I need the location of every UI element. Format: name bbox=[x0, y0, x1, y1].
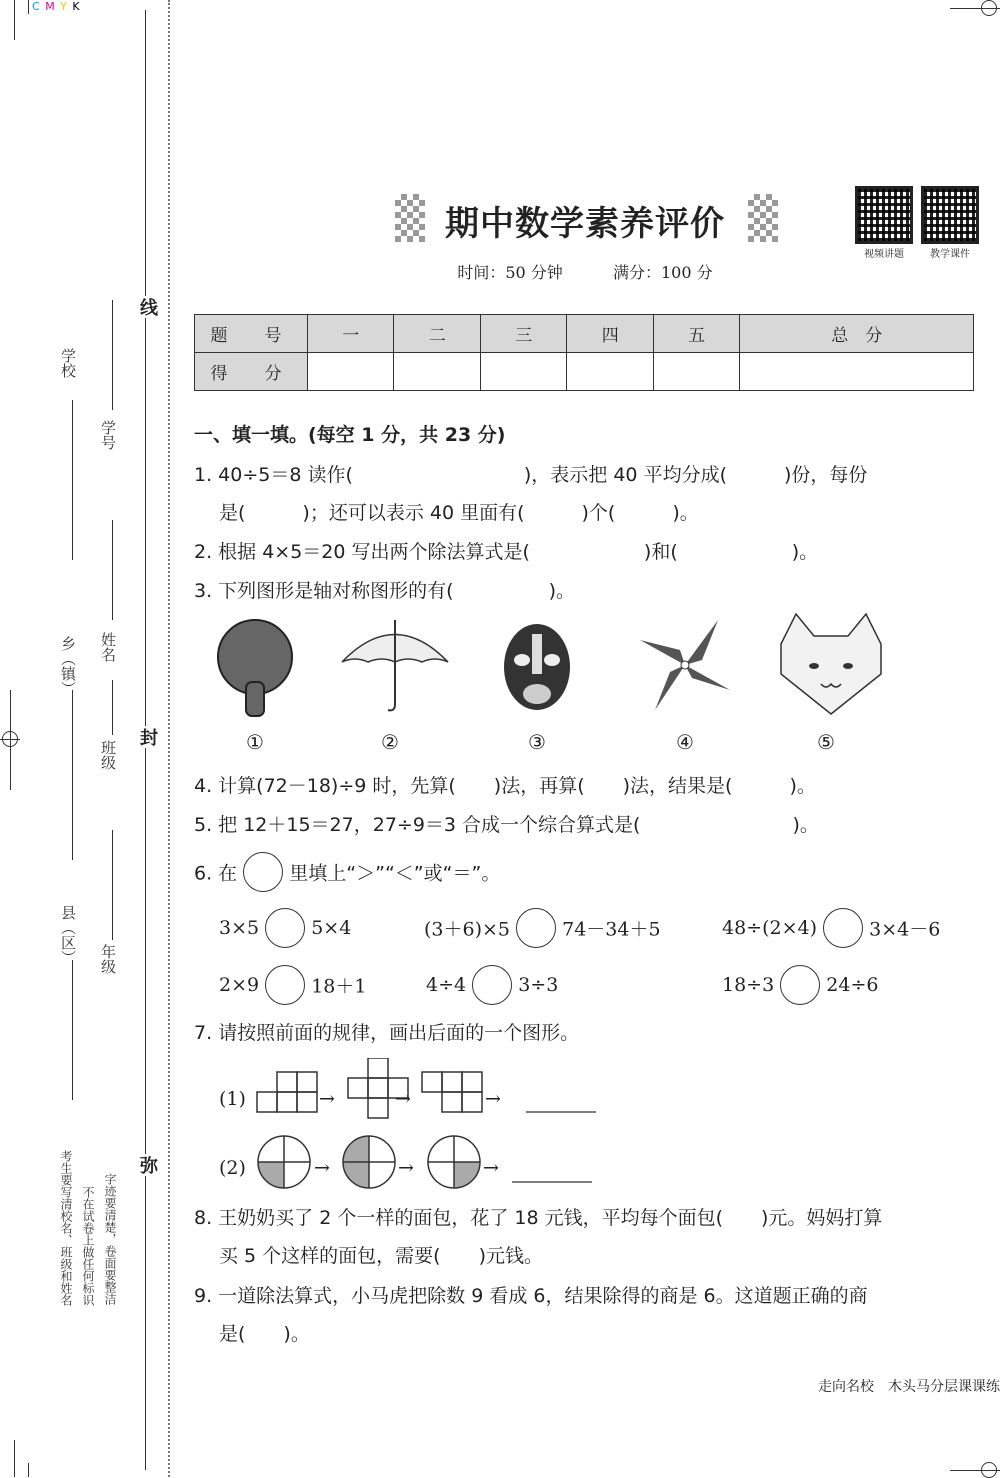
pattern-label-1: (1) bbox=[219, 1088, 246, 1110]
exam-time: 时间：50 分钟 bbox=[457, 263, 563, 282]
cmyk-c: C bbox=[32, 0, 41, 13]
question-7: 7. 请按照前面的规律，画出后面的一个图形。 bbox=[194, 1022, 580, 1044]
label-class: 班级 bbox=[99, 740, 117, 770]
question-4: 4. 计算(72－18)÷9 时，先算( )法，再算( )法，结果是( )。 bbox=[194, 775, 816, 797]
score-input-cell[interactable] bbox=[653, 353, 739, 391]
score-table-cell: 五 bbox=[653, 315, 739, 353]
ping-pong-paddle-icon bbox=[218, 620, 292, 716]
quarter-circle-b-icon bbox=[343, 1136, 395, 1188]
binding-word-seal: 封 bbox=[134, 726, 160, 748]
binding-word-line: 线 bbox=[134, 296, 160, 318]
compare-item-2 bbox=[424, 908, 661, 948]
label-number: 学号 bbox=[99, 420, 117, 450]
question-6 bbox=[194, 852, 500, 892]
quarter-circle-c-icon bbox=[428, 1136, 480, 1188]
compare-right: 3×4－6 bbox=[869, 918, 941, 941]
compare-item-5 bbox=[426, 965, 558, 1005]
compare-item-3 bbox=[722, 908, 940, 948]
compare-item-1 bbox=[219, 908, 351, 948]
figure-label-2: ② bbox=[381, 730, 399, 754]
arrow: → bbox=[395, 1088, 411, 1110]
school-underline bbox=[72, 400, 73, 560]
score-table-cell: 总 分 bbox=[740, 315, 974, 353]
umbrella-icon bbox=[342, 620, 448, 710]
score-table-cell: 题 号 bbox=[195, 315, 308, 353]
question-8-line-1: 8. 王奶奶买了 2 个一样的面包，花了 18 元钱，平均每个面包( )元。妈妈打算 bbox=[194, 1207, 883, 1229]
question-2: 2. 根据 4×5＝20 写出两个除法算式是( )和( )。 bbox=[194, 541, 819, 563]
qr-code-courseware-icon[interactable] bbox=[921, 186, 979, 244]
label-grade: 年级 bbox=[99, 944, 117, 974]
compare-item-6 bbox=[722, 965, 878, 1005]
question-1-line-2: 是( )；还可以表示 40 里面有( )个( )。 bbox=[219, 502, 699, 524]
registration-mark bbox=[981, 1462, 997, 1478]
question-9-line-1: 9. 一道除法算式，小马虎把除数 9 看成 6，结果除得的商是 6。这道题正确的商 bbox=[194, 1285, 868, 1307]
label-school: 学校 bbox=[59, 348, 77, 378]
label-name: 姓名 bbox=[99, 632, 117, 662]
class-underline bbox=[112, 680, 113, 735]
net-shape-a-icon bbox=[257, 1072, 317, 1112]
question-5: 5. 把 12＋15＝27，27÷9＝3 合成一个综合算式是( )。 bbox=[194, 814, 819, 836]
notice-3: 字迹要清楚，卷面要整洁 bbox=[103, 1173, 117, 1305]
cat-face-icon bbox=[781, 614, 881, 714]
score-table-score-row bbox=[195, 353, 974, 391]
number-underline bbox=[112, 300, 113, 410]
arrow: → bbox=[485, 1088, 501, 1110]
arrow: → bbox=[319, 1088, 335, 1110]
compare-right: 18＋1 bbox=[311, 975, 367, 998]
arrow: → bbox=[483, 1157, 499, 1179]
pattern-1-figures bbox=[256, 1058, 616, 1122]
compare-answer-circle[interactable] bbox=[472, 965, 512, 1005]
compare-left: 48÷(2×4) bbox=[722, 917, 818, 939]
compare-left: 2×9 bbox=[219, 974, 260, 996]
page-title: 期中数学素养评价 bbox=[445, 204, 725, 244]
qr-code-video-icon[interactable] bbox=[855, 186, 913, 244]
compare-item-4 bbox=[219, 965, 366, 1005]
qr-label-video: 视频讲题 bbox=[864, 249, 904, 260]
notice-1: 考生要写清校名、班级和姓名 bbox=[59, 1150, 73, 1306]
score-table-cell: 四 bbox=[567, 315, 653, 353]
compare-circle-icon bbox=[243, 852, 283, 892]
xiang-underline bbox=[72, 690, 73, 860]
pattern-2-figures bbox=[256, 1134, 616, 1194]
crop-mark bbox=[14, 1440, 15, 1477]
compare-right: 5×4 bbox=[311, 917, 352, 939]
section-heading: 一、填一填。(每空 1 分，共 23 分) bbox=[194, 424, 506, 446]
compare-answer-circle[interactable] bbox=[823, 908, 863, 948]
crop-mark bbox=[28, 0, 29, 14]
figure-label-3: ③ bbox=[528, 730, 546, 754]
grade-underline bbox=[112, 830, 113, 940]
opera-mask-icon bbox=[504, 624, 570, 710]
compare-left: 3×5 bbox=[219, 917, 260, 939]
cmyk-m: M bbox=[45, 0, 56, 13]
compare-left: 4÷4 bbox=[426, 974, 467, 996]
footer-series: 走向名校 木头马分层课课练 bbox=[818, 1379, 1000, 1395]
qr-label-courseware: 教学课件 bbox=[930, 249, 970, 260]
score-table-cell: 三 bbox=[480, 315, 566, 353]
pinwheel-icon bbox=[640, 620, 730, 710]
exam-full-score: 满分：100 分 bbox=[613, 263, 713, 282]
crop-mark bbox=[0, 739, 20, 740]
question-8-line-2: 买 5 个这样的面包，需要( )元钱。 bbox=[219, 1245, 543, 1267]
score-input-cell[interactable] bbox=[394, 353, 480, 391]
title-decoration-right bbox=[748, 194, 778, 242]
exam-info bbox=[0, 260, 1000, 283]
score-table bbox=[194, 314, 974, 391]
compare-answer-circle[interactable] bbox=[265, 908, 305, 948]
crop-mark bbox=[14, 0, 15, 40]
score-table-cell: 得 分 bbox=[195, 353, 308, 391]
name-underline bbox=[112, 520, 113, 620]
question-9-line-2: 是( )。 bbox=[219, 1323, 310, 1345]
county-underline bbox=[72, 960, 73, 1100]
cmyk-marks bbox=[32, 0, 81, 13]
score-table-header-row bbox=[195, 315, 974, 353]
binding-word-mi: 弥 bbox=[134, 1154, 160, 1176]
pattern-label-2: (2) bbox=[219, 1157, 246, 1179]
net-shape-c-icon bbox=[422, 1072, 482, 1112]
score-input-cell[interactable] bbox=[567, 353, 653, 391]
registration-mark bbox=[981, 0, 997, 16]
notice-2: 不在试卷上做任何标识 bbox=[81, 1186, 95, 1306]
arrow: → bbox=[314, 1157, 330, 1179]
compare-answer-circle[interactable] bbox=[780, 965, 820, 1005]
figure-label-5: ⑤ bbox=[817, 730, 835, 754]
question-3-figures bbox=[210, 612, 910, 722]
compare-answer-circle[interactable] bbox=[516, 908, 556, 948]
score-input-cell[interactable] bbox=[480, 353, 566, 391]
compare-right: 3÷3 bbox=[518, 974, 559, 996]
question-6-prefix: 6. 在 bbox=[194, 862, 238, 885]
compare-right: 24÷6 bbox=[826, 974, 879, 996]
cmyk-y: Y bbox=[60, 0, 68, 13]
label-xiang: 乡（镇） bbox=[59, 636, 77, 696]
score-input-cell[interactable] bbox=[740, 353, 974, 391]
compare-left: (3＋6)×5 bbox=[424, 918, 511, 941]
question-1-line-1: 1. 40÷5＝8 读作( )，表示把 40 平均分成( )份，每份 bbox=[194, 464, 868, 486]
label-county: 县（区） bbox=[59, 905, 77, 965]
crop-mark bbox=[28, 1463, 29, 1477]
quarter-circle-a-icon bbox=[258, 1136, 310, 1188]
compare-left: 18÷3 bbox=[722, 974, 775, 996]
arrow: → bbox=[398, 1157, 414, 1179]
cmyk-k: K bbox=[72, 0, 81, 13]
score-table-cell: 一 bbox=[308, 315, 394, 353]
question-6-suffix: 里填上“＞”“＜”或“＝”。 bbox=[289, 862, 501, 885]
score-table-cell: 二 bbox=[394, 315, 480, 353]
question-3: 3. 下列图形是轴对称图形的有( )。 bbox=[194, 580, 575, 602]
figure-label-4: ④ bbox=[676, 730, 694, 754]
compare-answer-circle[interactable] bbox=[265, 965, 305, 1005]
figure-label-1: ① bbox=[246, 730, 264, 754]
score-input-cell[interactable] bbox=[308, 353, 394, 391]
compare-right: 74－34＋5 bbox=[562, 918, 661, 941]
